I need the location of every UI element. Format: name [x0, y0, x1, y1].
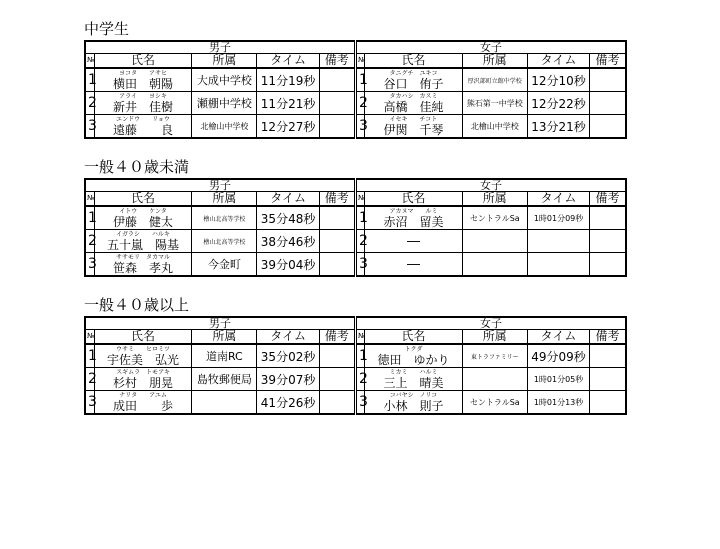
runner-remarks: [590, 206, 626, 230]
runner-furigana: アカヌマ ルミ: [389, 207, 438, 215]
runner-name: [365, 344, 462, 368]
runner-kanji: 新井 佳樹: [113, 99, 174, 114]
runner-time: 13分21秒: [527, 115, 589, 139]
runner-time: 12分22秒: [527, 92, 589, 115]
runner-affiliation: 大成中学校: [192, 68, 257, 92]
table-row: [85, 344, 626, 368]
runner-affiliation: [462, 230, 527, 253]
col-name: 氏名: [94, 54, 191, 69]
female-header: 女子: [355, 41, 626, 54]
runner-remarks: [319, 368, 355, 391]
rank-number: 3: [85, 391, 94, 415]
runner-kanji: 赤沼 留美: [383, 214, 444, 229]
runner-remarks: [590, 253, 626, 277]
runner-time: 38分46秒: [257, 230, 319, 253]
rank-number: 2: [355, 368, 364, 391]
runner-time: 11分21秒: [257, 92, 319, 115]
table-row: [85, 368, 626, 391]
runner-remarks: [319, 92, 355, 115]
runner-furigana: トクダ: [404, 345, 423, 353]
runner-kanji: 杉村 朋晃: [113, 375, 174, 390]
col-remarks: 備考: [590, 192, 626, 207]
runner-name: [94, 115, 191, 139]
runner-remarks: [590, 344, 626, 368]
col-name: 氏名: [365, 192, 462, 207]
runner-name: [365, 115, 462, 139]
section-title: 中学生: [84, 20, 130, 38]
runner-name: [365, 68, 462, 92]
runner-remarks: [319, 391, 355, 415]
runner-remarks: [590, 68, 626, 92]
runner-kanji: 谷口 侑子: [383, 76, 444, 91]
col-time: タイム: [257, 330, 319, 345]
runner-furigana: ナリタ アユム: [119, 391, 167, 399]
runner-kanji: 五十嵐 陽基: [107, 237, 180, 252]
runner-time: 39分04秒: [257, 253, 319, 277]
runner-name: [365, 391, 462, 415]
col-affiliation: 所属: [462, 330, 527, 345]
runner-furigana: ウサミ ヒロミツ: [116, 345, 171, 353]
col-remarks: 備考: [319, 54, 355, 69]
male-header: 男子: [85, 179, 355, 192]
section-title: 一般４０歳以上: [84, 296, 190, 314]
runner-time: 1時01分09秒: [527, 206, 589, 230]
runner-time: 1時01分13秒: [527, 391, 589, 415]
runner-remarks: [590, 115, 626, 139]
col-affiliation: 所属: [192, 330, 257, 345]
col-no: №: [85, 330, 94, 345]
runner-affiliation: [192, 391, 257, 415]
table-row: [85, 391, 626, 415]
runner-affiliation: 今金町: [192, 253, 257, 277]
runner-affiliation: セントラルSa: [462, 391, 527, 415]
runner-furigana: イガラシ ハルキ: [116, 230, 170, 238]
runner-kanji: 伊関 千琴: [383, 122, 444, 137]
rank-number: 1: [85, 68, 94, 92]
runner-furigana: ヨコタ アサヒ: [119, 69, 168, 77]
runner-kanji: 横田 朝陽: [113, 76, 174, 91]
runner-name: ―: [365, 230, 462, 253]
runner-time: 41分26秒: [257, 391, 319, 415]
runner-furigana: エンドウ リョウ: [116, 115, 170, 123]
male-header: 男子: [85, 317, 355, 330]
runner-furigana: ミカミ ハルミ: [389, 368, 438, 376]
runner-remarks: [319, 230, 355, 253]
col-time: タイム: [257, 54, 319, 69]
col-time: タイム: [257, 192, 319, 207]
results-table: [84, 316, 627, 415]
col-time: タイム: [527, 330, 589, 345]
runner-affiliation: 熊石第一中学校: [462, 92, 527, 115]
table-row: [85, 115, 626, 139]
runner-name: [365, 92, 462, 115]
runner-furigana: イトウ ケンタ: [119, 207, 167, 215]
col-no: №: [355, 330, 364, 345]
runner-time: 12分27秒: [257, 115, 319, 139]
runner-remarks: [319, 344, 355, 368]
runner-furigana: イセキ チコト: [389, 115, 438, 123]
runner-kanji: 笹森 孝丸: [113, 260, 174, 275]
runner-name: [365, 206, 462, 230]
rank-number: 2: [85, 368, 94, 391]
runner-name: [94, 206, 191, 230]
runner-affiliation: [462, 368, 527, 391]
runner-remarks: [319, 206, 355, 230]
runner-remarks: [590, 230, 626, 253]
table-row: [85, 230, 626, 253]
col-remarks: 備考: [590, 330, 626, 345]
runner-kanji: 成田 歩: [113, 398, 174, 413]
rank-number: 3: [355, 391, 364, 415]
runner-name: [94, 68, 191, 92]
rank-number: 1: [85, 206, 94, 230]
col-no: №: [85, 192, 94, 207]
runner-name: ―: [365, 253, 462, 277]
runner-furigana: タカハシ カスミ: [389, 92, 438, 100]
col-affiliation: 所属: [192, 54, 257, 69]
col-name: 氏名: [365, 54, 462, 69]
rank-number: 2: [355, 230, 364, 253]
runner-kanji: 伊藤 健太: [113, 214, 174, 229]
runner-remarks: [319, 253, 355, 277]
rank-number: 3: [355, 253, 364, 277]
runner-affiliation: 島牧郵便局: [192, 368, 257, 391]
rank-number: 1: [355, 206, 364, 230]
table-row: [85, 92, 626, 115]
runner-affiliation: 檜山北高等学校: [192, 206, 257, 230]
runner-furigana: ササモリ タカマル: [116, 253, 171, 261]
col-remarks: 備考: [319, 330, 355, 345]
runner-time: [527, 230, 589, 253]
runner-furigana: スギムラ トモアキ: [116, 368, 170, 376]
runner-kanji: 小林 則子: [383, 398, 444, 413]
runner-remarks: [319, 68, 355, 92]
runner-affiliation: 道南RC: [192, 344, 257, 368]
rank-number: 3: [85, 115, 94, 139]
table-row: [85, 206, 626, 230]
col-remarks: 備考: [590, 54, 626, 69]
runner-affiliation: 北檜山中学校: [462, 115, 527, 139]
rank-number: 2: [85, 92, 94, 115]
results-table: [84, 40, 627, 139]
rank-number: 3: [355, 115, 364, 139]
runner-time: 39分07秒: [257, 368, 319, 391]
male-header: 男子: [85, 41, 355, 54]
runner-furigana: アライ ヨシキ: [119, 92, 167, 100]
runner-time: 35分02秒: [257, 344, 319, 368]
runner-kanji: 徳田 ゆかり: [377, 352, 450, 367]
runner-name: [94, 92, 191, 115]
female-header: 女子: [355, 317, 626, 330]
table-row: [85, 68, 626, 92]
runner-affiliation: 檜山北高等学校: [192, 230, 257, 253]
runner-kanji: 高橋 佳純: [383, 99, 444, 114]
runner-name: [94, 344, 191, 368]
runner-affiliation: [462, 253, 527, 277]
runner-remarks: [590, 391, 626, 415]
col-no: №: [355, 54, 364, 69]
runner-name: [94, 253, 191, 277]
col-time: タイム: [527, 192, 589, 207]
runner-name: [365, 368, 462, 391]
col-name: 氏名: [94, 330, 191, 345]
rank-number: 1: [355, 68, 364, 92]
runner-affiliation: 東トラファミリー: [462, 344, 527, 368]
rank-number: 1: [355, 344, 364, 368]
col-no: №: [85, 54, 94, 69]
female-header: 女子: [355, 179, 626, 192]
col-affiliation: 所属: [192, 192, 257, 207]
col-name: 氏名: [94, 192, 191, 207]
runner-name: [94, 391, 191, 415]
col-name: 氏名: [365, 330, 462, 345]
runner-kanji: 宇佐美 弘光: [107, 352, 180, 367]
table-row: [85, 253, 626, 277]
runner-remarks: [590, 92, 626, 115]
runner-affiliation: 厚沢部町立館中学校: [462, 68, 527, 92]
runner-kanji: 遠藤 良: [113, 122, 174, 137]
rank-number: 2: [355, 92, 364, 115]
runner-remarks: [590, 368, 626, 391]
runner-affiliation: セントラルSa: [462, 206, 527, 230]
runner-time: [527, 253, 589, 277]
runner-time: 49分09秒: [527, 344, 589, 368]
runner-time: 35分48秒: [257, 206, 319, 230]
runner-time: 1時01分05秒: [527, 368, 589, 391]
results-table: [84, 178, 627, 277]
rank-number: 2: [85, 230, 94, 253]
runner-name: [94, 230, 191, 253]
runner-remarks: [319, 115, 355, 139]
runner-kanji: 三上 晴美: [383, 375, 444, 390]
section-title: 一般４０歳未満: [84, 158, 190, 176]
runner-furigana: タニグチ ユキコ: [389, 69, 438, 77]
runner-furigana: コバヤシ ノリコ: [389, 391, 438, 399]
runner-name: [94, 368, 191, 391]
col-no: №: [355, 192, 364, 207]
col-affiliation: 所属: [462, 54, 527, 69]
col-time: タイム: [527, 54, 589, 69]
col-remarks: 備考: [319, 192, 355, 207]
runner-affiliation: 北檜山中学校: [192, 115, 257, 139]
col-affiliation: 所属: [462, 192, 527, 207]
runner-time: 11分19秒: [257, 68, 319, 92]
runner-affiliation: 瀬棚中学校: [192, 92, 257, 115]
runner-time: 12分10秒: [527, 68, 589, 92]
rank-number: 1: [85, 344, 94, 368]
rank-number: 3: [85, 253, 94, 277]
